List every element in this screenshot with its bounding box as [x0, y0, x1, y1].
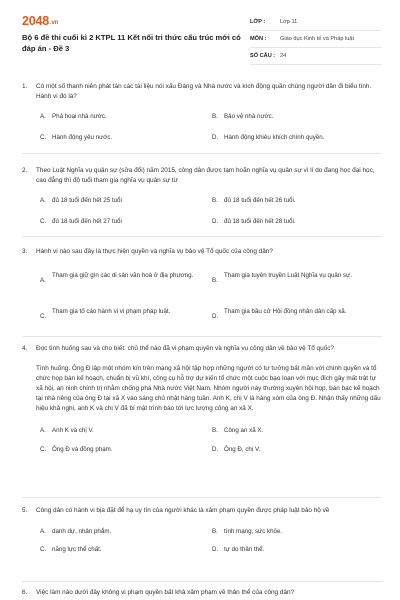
- option-label: D.: [212, 313, 219, 320]
- option-text: đủ 18 tuổi đến hết 27 tuổi: [52, 218, 122, 225]
- exam-info-panel: [250, 14, 382, 65]
- option-c[interactable]: [40, 445, 210, 455]
- info-row-question-count: [250, 48, 382, 65]
- option-text: Ông Đ và đồng phạm.: [52, 446, 113, 453]
- question-number: 5.: [22, 507, 28, 514]
- question-4: [22, 344, 382, 456]
- info-label: MÔN :: [250, 36, 267, 42]
- option-a[interactable]: [40, 196, 210, 206]
- option-a[interactable]: [40, 271, 210, 284]
- info-label: SỐ CÂU :: [250, 53, 276, 59]
- option-c[interactable]: [40, 545, 210, 555]
- option-label: C.: [40, 313, 47, 320]
- option-label: B.: [212, 197, 218, 204]
- option-label: D.: [212, 134, 219, 141]
- option-text: Ông Đ, chị V.: [224, 446, 261, 453]
- question-number: 3.: [22, 248, 28, 255]
- option-b[interactable]: [212, 426, 382, 436]
- option-label: D.: [212, 446, 219, 453]
- option-c[interactable]: [40, 307, 210, 320]
- option-text: Tham gia giữ gìn các di sản văn hoá ở địa phương.: [52, 272, 194, 279]
- answer-options: [36, 192, 382, 230]
- scenario-text: Tình huống. Ông Đ lập một nhóm kín trên mạng xã hội tập hợp những người có tư tưởng bất mãn với chính quyền và tổ chức họp bàn kế hoạch, chuẩn bị vũ khí, công cụ hỗ trợ dự kiến tổ chức một cuộc bạo loạn với mục đích gây mất trật tự xã hội, an ninh chính trị nhằm chống phá Nhà nước Việt Nam. Nhóm người này thường xuyên hội họp, bàn bạc kế hoạch tại nhà riêng của ông Đ tại xã X vào sáng chủ nhật hàng tuần. Anh K, chị V là hàng xóm của ông Đ. Nhận thấy những dấu hiệu khả nghi, anh K và chị V đã bí mật trình báo tới lực lượng công an xã X.: [36, 365, 381, 412]
- option-c[interactable]: [40, 217, 210, 227]
- option-text: Hành động yêu nước.: [52, 134, 113, 141]
- option-text: Tham gia tuyên truyền Luật Nghĩa vụ quân sự.: [224, 272, 352, 279]
- option-label: A.: [40, 427, 46, 434]
- answer-options: [36, 522, 382, 558]
- question-2: [22, 166, 382, 230]
- option-text: Phá hoại nhà nước.: [52, 113, 107, 120]
- option-label: A.: [40, 528, 46, 535]
- option-label: B.: [212, 427, 218, 434]
- option-text: đủ 18 tuổi đến hết 28 tuổi.: [224, 218, 296, 225]
- divider: [22, 153, 382, 154]
- info-label: LỚP :: [250, 19, 266, 25]
- option-label: C.: [40, 218, 47, 225]
- question-text: Có một số thanh niên phát tán các tài liệu nói xấu Đảng và Nhà nước và kích động quần chúng người dân đi biểu tình. Hành vi đó là?: [36, 83, 372, 100]
- option-c[interactable]: [40, 133, 210, 143]
- option-text: năng lực thể chất.: [52, 546, 102, 553]
- option-a[interactable]: [40, 112, 210, 122]
- question-1: [22, 82, 382, 146]
- option-label: D.: [212, 218, 219, 225]
- option-text: tính mạng, sức khỏe.: [224, 528, 283, 535]
- option-label: B.: [212, 113, 218, 120]
- option-label: B.: [212, 528, 218, 535]
- question-3: [22, 247, 382, 333]
- option-b[interactable]: [212, 527, 382, 537]
- option-d[interactable]: [212, 307, 382, 320]
- question-text: Công dân có hành vi bịa đặt để hạ uy tín của người khác là xâm phạm quyền được pháp luật bảo hộ về: [36, 507, 330, 514]
- option-text: Công an xã X.: [224, 427, 264, 434]
- option-text: đủ 18 tuổi đến hết 25 tuổi: [52, 197, 122, 204]
- option-text: Anh K và chị V.: [52, 427, 94, 434]
- option-label: A.: [40, 113, 46, 120]
- option-label: C.: [40, 546, 47, 553]
- option-label: C.: [40, 446, 47, 453]
- question-text: Việc làm nào dưới đây không vi phạm quyền bất khả xâm phạm về thân thể của công dân?: [36, 589, 295, 596]
- option-label: C.: [40, 134, 47, 141]
- info-row-subject: [250, 31, 382, 48]
- info-value: Giáo dục Kinh tế và Pháp luật: [280, 36, 355, 42]
- answer-options: [36, 420, 382, 456]
- document-title: Bộ 6 đề thi cuối kì 2 KTPL 11 Kết nối tri thức cấu trúc mới có đáp án - Đề 3: [22, 33, 241, 53]
- question-number: 1.: [22, 83, 28, 90]
- option-b[interactable]: [212, 271, 382, 284]
- divider: [22, 336, 382, 337]
- option-d[interactable]: [212, 133, 382, 143]
- question-6: [22, 588, 382, 598]
- option-d[interactable]: [212, 217, 382, 227]
- question-text: Đọc tình huống sau và cho biết: chủ thể nào đã vi phạm quyền và nghĩa vụ công dân về bảo vệ Tổ quốc?: [36, 345, 334, 352]
- option-label: A.: [40, 277, 46, 284]
- info-value: 24: [280, 53, 287, 59]
- divider: [22, 236, 382, 237]
- option-a[interactable]: [40, 527, 210, 537]
- question-5: [22, 506, 382, 558]
- option-text: tự do thân thể.: [224, 546, 265, 553]
- question-number: 6.: [22, 589, 28, 596]
- info-row-class: [250, 14, 382, 31]
- info-value: Lớp 11: [280, 19, 298, 25]
- question-text: Theo Luật Nghĩa vụ quân sự (sửa đổi) năm 2015, công dân được tạm hoãn nghĩa vụ quân sự vì lí do đang học đại học, cao đẳng thì độ tuổi tham gia nghĩa vụ quân sự từ: [36, 167, 375, 184]
- option-d[interactable]: [212, 445, 382, 455]
- option-label: A.: [40, 197, 46, 204]
- logo-text: 2048: [22, 14, 50, 28]
- divider: [22, 581, 382, 582]
- page-header: [22, 14, 382, 64]
- option-text: Tham gia bầu cử Hội đồng nhân dân cấp xã.: [224, 308, 347, 315]
- option-text: đủ 18 tuổi đến hết 26 tuổi.: [224, 197, 296, 204]
- option-a[interactable]: [40, 426, 210, 436]
- answer-options: [36, 263, 382, 333]
- divider: [22, 497, 382, 498]
- option-text: Tham gia tố cáo hành vi vi phạm pháp luật.: [52, 308, 171, 315]
- option-label: D.: [212, 546, 219, 553]
- answer-options: [36, 108, 382, 146]
- option-b[interactable]: [212, 196, 382, 206]
- option-b[interactable]: [212, 112, 382, 122]
- option-text: Bảo vệ nhà nước.: [224, 113, 274, 120]
- question-number: 2.: [22, 167, 28, 174]
- option-text: Hành động khiêu khích chính quyền.: [224, 134, 325, 141]
- option-label: B.: [212, 277, 218, 284]
- option-text: danh dự, nhân phẩm.: [52, 528, 112, 535]
- site-logo[interactable]: [22, 14, 58, 28]
- question-number: 4.: [22, 345, 28, 352]
- option-d[interactable]: [212, 545, 382, 555]
- question-text: Hành vi nào sau đây là thực hiện quyền và nghĩa vụ bảo vệ Tổ quốc của công dân?: [36, 248, 273, 255]
- logo-suffix: .vn: [50, 20, 59, 26]
